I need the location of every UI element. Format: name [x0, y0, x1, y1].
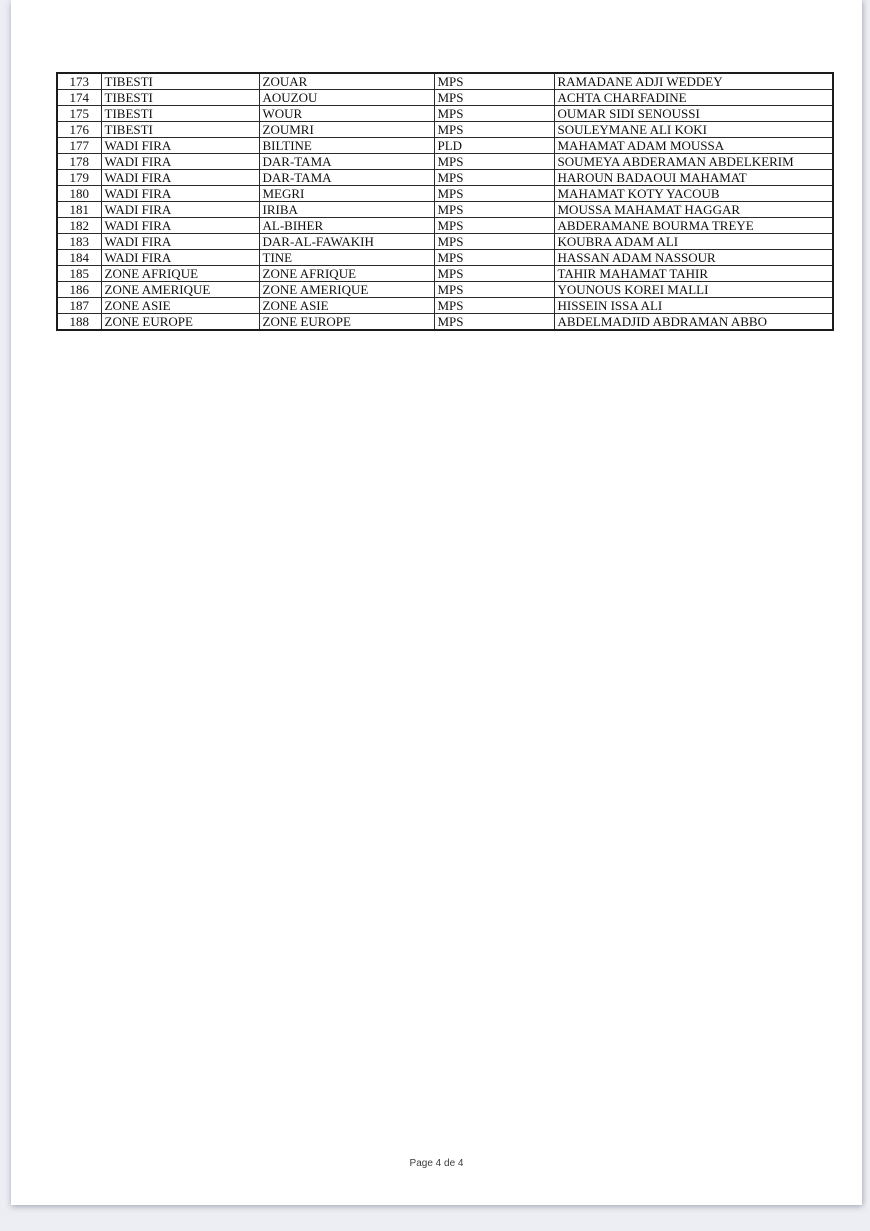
table-row [57, 90, 833, 106]
cell-district: TINE [259, 250, 434, 266]
cell-name: YOUNOUS KOREI MALLI [554, 282, 833, 298]
cell-number: 186 [57, 282, 101, 298]
cell-number: 173 [57, 73, 101, 90]
cell-district: IRIBA [259, 202, 434, 218]
cell-region: WADI FIRA [101, 202, 259, 218]
cell-district: BILTINE [259, 138, 434, 154]
cell-name: HASSAN ADAM NASSOUR [554, 250, 833, 266]
table-row [57, 266, 833, 282]
cell-party: MPS [434, 106, 554, 122]
table-row [57, 186, 833, 202]
table-row [57, 282, 833, 298]
cell-name: SOULEYMANE ALI KOKI [554, 122, 833, 138]
table-row [57, 138, 833, 154]
cell-district: MEGRI [259, 186, 434, 202]
cell-name: MAHAMAT ADAM MOUSSA [554, 138, 833, 154]
cell-party: MPS [434, 73, 554, 90]
cell-region: TIBESTI [101, 106, 259, 122]
cell-name: TAHIR MAHAMAT TAHIR [554, 266, 833, 282]
cell-district: DAR-TAMA [259, 154, 434, 170]
results-table-body [57, 73, 833, 330]
cell-party: PLD [434, 138, 554, 154]
cell-name: ABDELMADJID ABDRAMAN ABBO [554, 314, 833, 331]
cell-region: TIBESTI [101, 90, 259, 106]
cell-region: ZONE AMERIQUE [101, 282, 259, 298]
cell-number: 184 [57, 250, 101, 266]
cell-number: 177 [57, 138, 101, 154]
cell-region: WADI FIRA [101, 170, 259, 186]
cell-party: MPS [434, 218, 554, 234]
cell-party: MPS [434, 266, 554, 282]
table-row [57, 298, 833, 314]
table-row [57, 154, 833, 170]
cell-number: 185 [57, 266, 101, 282]
cell-region: ZONE EUROPE [101, 314, 259, 331]
table-row [57, 218, 833, 234]
cell-district: ZONE EUROPE [259, 314, 434, 331]
cell-party: MPS [434, 314, 554, 331]
cell-district: AOUZOU [259, 90, 434, 106]
cell-district: AL-BIHER [259, 218, 434, 234]
cell-name: MAHAMAT KOTY YACOUB [554, 186, 833, 202]
cell-party: MPS [434, 298, 554, 314]
cell-region: TIBESTI [101, 122, 259, 138]
cell-district: ZOUMRI [259, 122, 434, 138]
cell-number: 175 [57, 106, 101, 122]
cell-name: OUMAR SIDI SENOUSSI [554, 106, 833, 122]
cell-number: 178 [57, 154, 101, 170]
cell-district: ZOUAR [259, 73, 434, 90]
cell-party: MPS [434, 250, 554, 266]
results-table [56, 72, 834, 331]
cell-region: WADI FIRA [101, 218, 259, 234]
cell-party: MPS [434, 186, 554, 202]
cell-region: ZONE AFRIQUE [101, 266, 259, 282]
cell-party: MPS [434, 170, 554, 186]
cell-party: MPS [434, 282, 554, 298]
cell-district: WOUR [259, 106, 434, 122]
table-row [57, 314, 833, 331]
cell-name: HISSEIN ISSA ALI [554, 298, 833, 314]
table-row [57, 250, 833, 266]
cell-name: MOUSSA MAHAMAT HAGGAR [554, 202, 833, 218]
table-row [57, 202, 833, 218]
cell-number: 182 [57, 218, 101, 234]
cell-region: WADI FIRA [101, 138, 259, 154]
cell-region: WADI FIRA [101, 154, 259, 170]
cell-number: 187 [57, 298, 101, 314]
table-row [57, 73, 833, 90]
cell-party: MPS [434, 154, 554, 170]
cell-number: 174 [57, 90, 101, 106]
cell-region: TIBESTI [101, 73, 259, 90]
table-row [57, 234, 833, 250]
cell-party: MPS [434, 234, 554, 250]
cell-name: HAROUN BADAOUI MAHAMAT [554, 170, 833, 186]
cell-district: DAR-AL-FAWAKIH [259, 234, 434, 250]
cell-party: MPS [434, 202, 554, 218]
cell-number: 181 [57, 202, 101, 218]
cell-region: WADI FIRA [101, 250, 259, 266]
cell-party: MPS [434, 122, 554, 138]
cell-name: KOUBRA ADAM ALI [554, 234, 833, 250]
cell-district: ZONE AFRIQUE [259, 266, 434, 282]
table-row [57, 122, 833, 138]
page-number-footer: Page 4 de 4 [409, 1158, 464, 1169]
cell-name: RAMADANE ADJI WEDDEY [554, 73, 833, 90]
cell-name: ABDERAMANE BOURMA TREYE [554, 218, 833, 234]
cell-name: SOUMEYA ABDERAMAN ABDELKERIM [554, 154, 833, 170]
cell-number: 176 [57, 122, 101, 138]
cell-district: ZONE AMERIQUE [259, 282, 434, 298]
cell-party: MPS [434, 90, 554, 106]
cell-region: ZONE ASIE [101, 298, 259, 314]
cell-region: WADI FIRA [101, 186, 259, 202]
cell-number: 179 [57, 170, 101, 186]
table-row [57, 170, 833, 186]
cell-region: WADI FIRA [101, 234, 259, 250]
cell-number: 183 [57, 234, 101, 250]
table-row [57, 106, 833, 122]
cell-name: ACHTA CHARFADINE [554, 90, 833, 106]
document-page [11, 0, 862, 1205]
cell-district: ZONE ASIE [259, 298, 434, 314]
cell-number: 188 [57, 314, 101, 331]
cell-number: 180 [57, 186, 101, 202]
cell-district: DAR-TAMA [259, 170, 434, 186]
